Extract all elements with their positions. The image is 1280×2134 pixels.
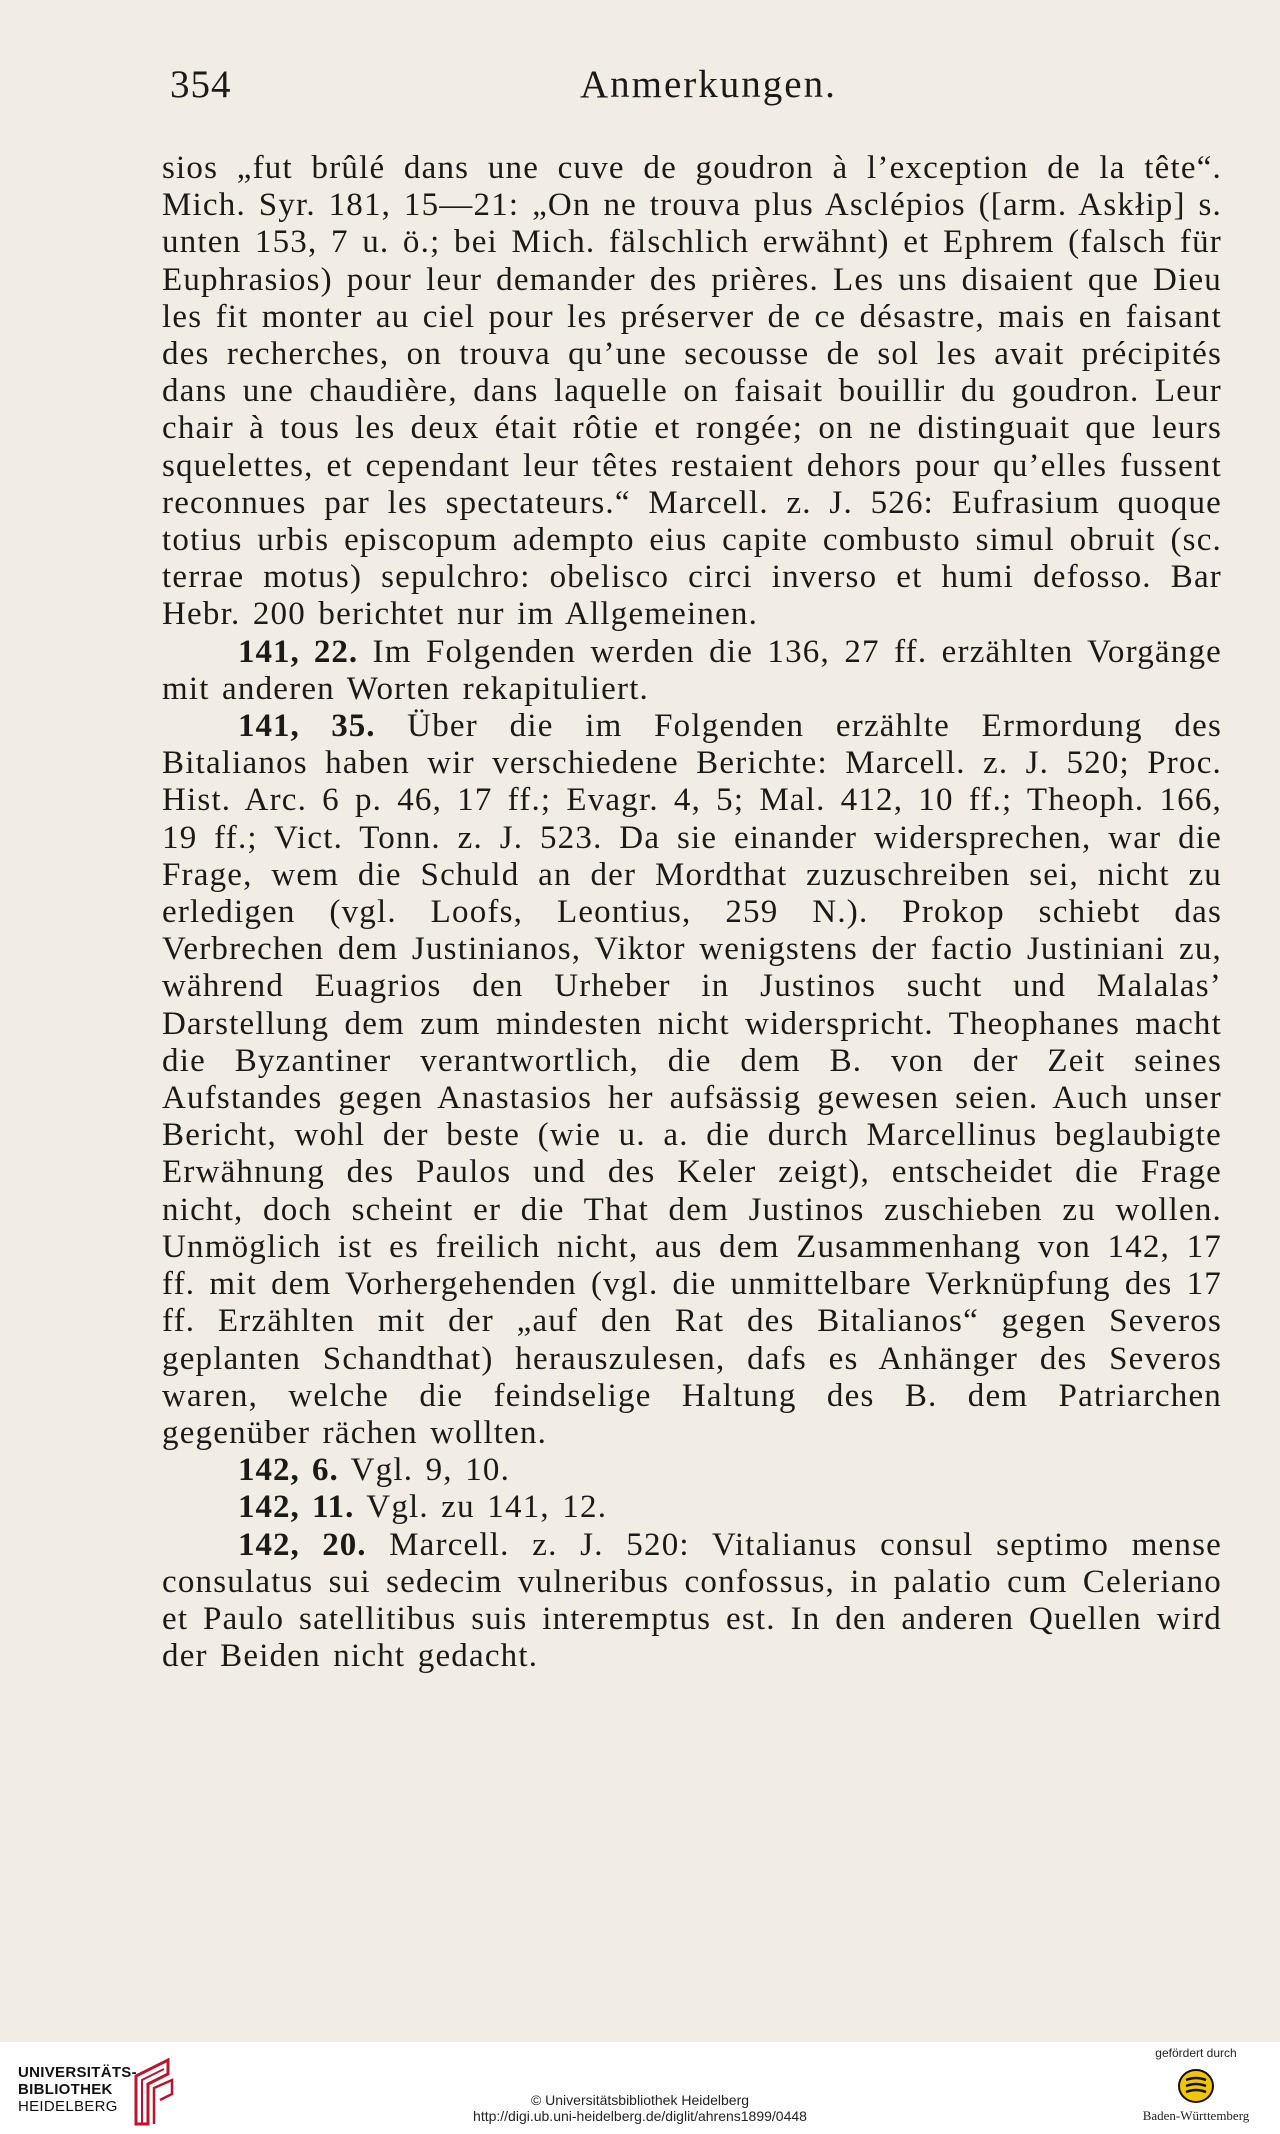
library-name-line2: BIBLIOTHEK: [18, 2081, 113, 2098]
note-reference: 142, 6.: [238, 1452, 339, 1489]
note-reference: 142, 11.: [238, 1489, 355, 1526]
library-name-line1: UNIVERSITÄTS-: [18, 2064, 137, 2081]
page-number: 354: [170, 63, 232, 106]
source-url-link[interactable]: http://digi.ub.uni-heidelberg.de/diglit/ahrens1899/0448: [473, 2108, 807, 2124]
note-reference: 141, 22.: [238, 633, 359, 670]
note-142-20: [162, 1527, 1222, 1676]
note-text: Vgl. 9, 10.: [350, 1452, 511, 1489]
funded-by-label: gefördert durch: [1155, 2046, 1237, 2060]
state-name: Baden-Württemberg: [1142, 2108, 1250, 2123]
note-text: Marcell. z. J. 520: Vitalianus consul septimo mense consulatus sui sedecim vulneribus confossus, in palatio cum Celeriano et Paulo satellitibus suis interemptus est. In den anderen Quellen wird der Beiden nicht gedacht.: [162, 1526, 1222, 1675]
note-text: Im Folgenden werden die 136, 27 ff. erzählten Vorgänge mit anderen Worten rekapituliert.: [162, 633, 1223, 707]
running-head: Anmerkungen.: [580, 63, 837, 106]
state-crest-icon: [1176, 2066, 1216, 2106]
library-name-line3: HEIDELBERG: [18, 2098, 118, 2115]
note-142-6: [162, 1452, 1222, 1489]
funding-notice: [1136, 2046, 1256, 2124]
text-body: [162, 150, 1222, 1675]
note-142-11: [162, 1489, 1222, 1526]
note-text: Über die im Folgenden erzählte Ermordung des Bitalianos haben wir verschiedene Berichte: Marcell. z. J. 520; Proc. Hist. Arc. 6 p. 46, 17 ff.; Evagr. 4, 5; Mal. 412, 10 ff.; Theoph. 166, 19 ff.; Vict. Tonn. z. J. 523. Da sie einander widersprechen, war die Frage, wem die Schuld an der Mordthat zuzuschreiben sei, nicht zu erledigen (vgl. Loofs, Leontius, 259 N.). Prokop schiebt das Verbrechen dem Justinianos, Viktor wenigstens der factio Justiniani zu, während Euagrios den Urheber in Justinos sucht und Malalas’ Darstellung dem zum mindesten nicht widerspricht. Theophanes macht die Byzantiner verantwortlich, die dem B. von der Zeit seines Aufstandes gegen Anastasios her aufsässig gewesen seien. Auch unser Bericht, wohl der beste (wie u. a. die durch Marcellinus beglaubigte Erwähnung des Paulos und des Keler zeigt), entscheidet die Frage nicht, doch scheint er die That dem Justinos zuschieben zu wollen. Unmöglich ist es freilich nicht, aus dem Zusammenhang von 142, 17 ff. mit dem Vorhergehenden (vgl. die unmittelbare Verknüpfung des 17 ff. Erzählten mit der „auf den Rat des Bitalianos“ gegen Severos geplanten Schandthat) herauszulesen, dafs es Anhänger des Severos waren, welche die feindselige Haltung des B. dem Patriarchen gegenüber rächen wollten.: [162, 708, 1222, 1451]
note-reference: 141, 35.: [238, 708, 376, 745]
page-header: [170, 62, 1218, 112]
copyright-notice: [0, 2092, 1280, 2124]
footer: [0, 2042, 1280, 2134]
paragraph-text: sios „fut brûlé dans une cuve de goudron à l’exception de la tête“. Mich. Syr. 181, 15—21: „On ne trouva plus Asclépios ([arm. Askłip] s. unten 153, 7 u. ö.; bei Mich. fälschlich erwähnt) et Ephrem (falsch für Euphrasios) pour leur demander des prières. Les uns disaient que Dieu les fit monter au ciel pour les préserver de ce désastre, mais en faisant des recherches, on trouva qu’une secousse de sol les avait précipités dans une chaudière, dans laquelle on faisait bouillir du goudron. Leur chair à tous les deux était rôtie et rongée; on ne distinguait que leurs squelettes, et cependant leur têtes restaient dehors pour qu’elles fussent reconnues par les spectateurs.“ Marcell. z. J. 526: Eufrasium quoque totius urbis episcopum adempto eius capite combusto simul obruit (sc. terrae motus) sepulchro: obelisco circi inverso et humi defosso. Bar Hebr. 200 berichtet nur im Allgemeinen.: [162, 150, 1222, 633]
note-text: Vgl. zu 141, 12.: [366, 1489, 608, 1526]
copyright-text: © Universitätsbibliothek Heidelberg: [530, 2092, 750, 2108]
note-141-22: [162, 634, 1222, 708]
note-reference: 142, 20.: [238, 1526, 367, 1563]
note-141-35: [162, 708, 1222, 1452]
continuation-paragraph: [162, 150, 1222, 634]
